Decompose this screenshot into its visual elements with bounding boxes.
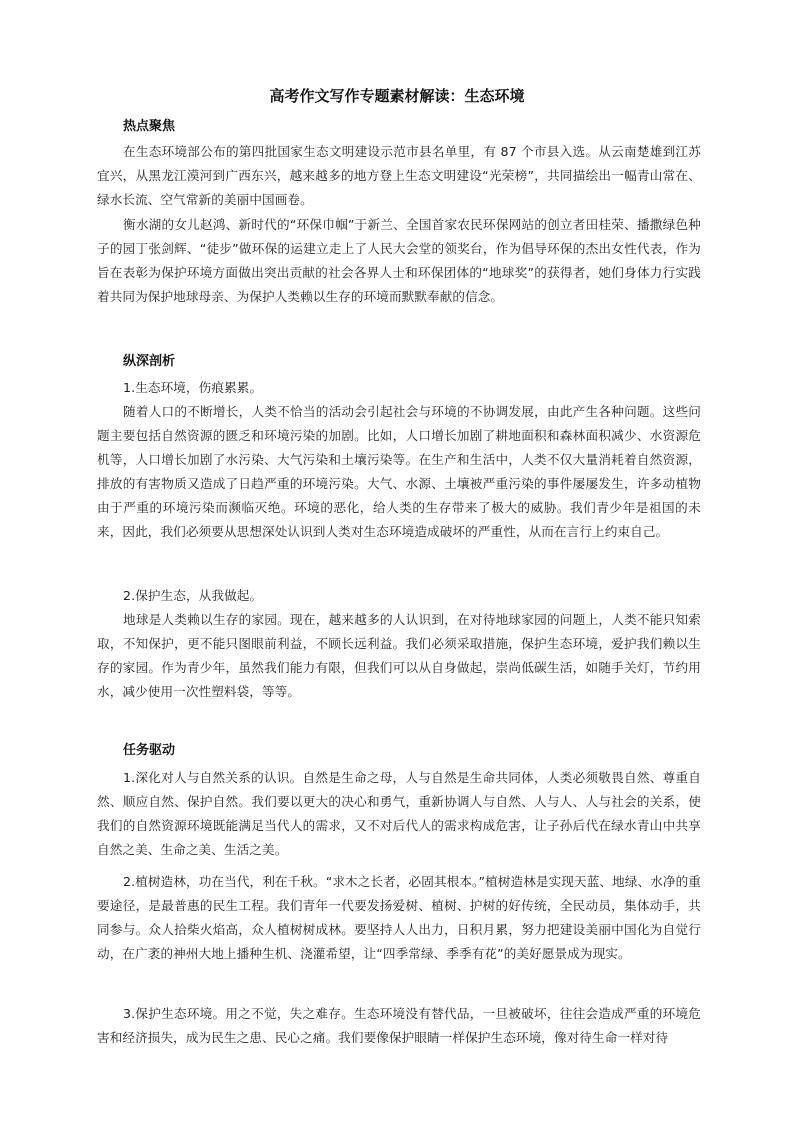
paragraph: 2.保护生态，从我做起。: [123, 588, 263, 603]
paragraph: 随着人口的不断增长，人类不恰当的活动会引起社会与环境的不协调发展，由此产生各种问题。这些问题主要包括自然资源的匮乏和环境污染的加剧。比如，人口增长加剧了耕地面积和森林面积减少、水资源危机等，人口增长加剧了水污染、大气污染和土壤污染等。在生产和生活中，人类不仅大量消耗着自然资源，排放的有害物质又造成了日趋严重的环境污染。大气、水源、土壤被严重污染的事件屡屡发生，许多动植物由于严重的环境污染而濒临灭绝。环境的恶化，给人类的生存带来了极大的威胁。我们青少年是祖国的未来，因此，我们必须要从思想深处认识到人类对生态环境造成破坏的严重性，从而在言行上约束自己。: [97, 404, 701, 540]
paragraph: 衡水湖的女儿赵鸿、新时代的“环保巾帼”于新兰、全国首家农民环保网站的创立者田桂荣、播撒绿色种子的园丁张剑辉、“徒步”做环保的运建立走上了人民大会堂的领奖台，作为倡导环保的杰出女性代表，作为旨在表彰为保护环境方面做出突出贡献的社会各界人士和环保团体的“地球奖”的获得者，她们身体力行实践着共同为保护地球母亲、为保护人类赖以生存的环境而默默奉献的信念。: [97, 217, 701, 305]
section-heading-deep-analysis: 纵深剖析: [123, 354, 176, 369]
section-heading-hot-focus: 热点聚焦: [123, 119, 176, 134]
paragraph: 地球是人类赖以生存的家园。现在，越来越多的人认识到，在对待地球家园的问题上，人类不能只知索取，不知保护，更不能只图眼前利益，不顾长远利益。我们必须采取措施，保护生态环境，爱护我们赖以生存的家园。作为青少年，虽然我们能力有限，但我们可以从自身做起，崇尚低碳生活，如随手关灯，节约用水，减少使用一次性塑料袋，等等。: [97, 612, 701, 700]
document-title: 高考作文写作专题素材解读：生态环境: [269, 87, 525, 105]
paragraph: 3.保护生态环境。用之不觉，失之难存。生态环境没有替代品，一旦被破坏，往往会造成严重的环境危害和经济损失，成为民生之患、民心之痛。我们要像保护眼睛一样保护生态环境，像对待生命一样对待: [97, 1006, 701, 1046]
paragraph: 2.植树造林，功在当代，利在千秋。“求木之长者，必固其根本。”植树造林是实现天蓝、地绿、水净的重要途径，是最普惠的民生工程。我们青年一代要发扬爱树、植树、护树的好传统，全民动员，集体动手，共同参与。众人拾柴火焰高，众人植树树成林。要坚持人人出力，日积月累，努力把建设美丽中国化为自觉行动，在广袤的神州大地上播种生机、浇灌希望，让“四季常绿、季季有花”的美好愿景成为现实。: [97, 874, 701, 962]
paragraph: 1.生态环境，伤痕累累。: [123, 380, 263, 395]
paragraph: 1.深化对人与自然关系的认识。自然是生命之母，人与自然是生命共同体，人类必须敬畏自然、尊重自然、顺应自然、保护自然。我们要以更大的决心和勇气，重新协调人与自然、人与人、人与社会的关系，使我们的自然资源环境既能满足当代人的需求，又不对后代人的需求构成危害，让子孙后代在绿水青山中共享自然之美、生命之美、生活之美。: [97, 770, 701, 858]
section-heading-task-driven: 任务驱动: [123, 743, 176, 758]
paragraph: 在生态环境部公布的第四批国家生态文明建设示范市县名单里，有 87 个市县入选。从云南楚雄到江苏宜兴，从黑龙江漠河到广西东兴，越来越多的地方登上生态文明建设“光荣榜”，共同描绘出一幅青山常在、绿水长流、空气常新的美丽中国画卷。: [97, 144, 701, 208]
